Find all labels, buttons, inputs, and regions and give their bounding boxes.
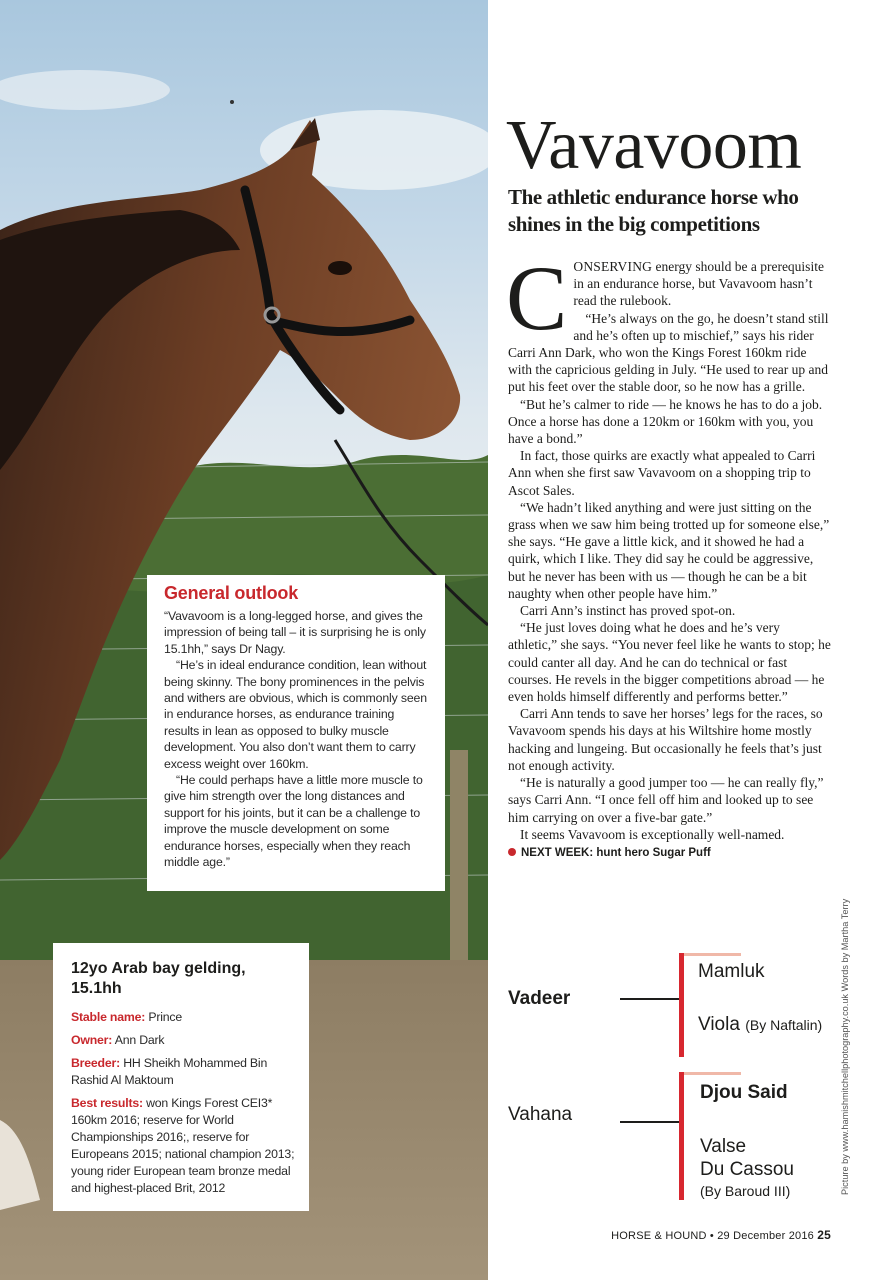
pedigree-bracket [679,1072,684,1200]
outlook-paragraph: “Vavavoom is a long-legged horse, and gives the impression of being tall – it is surprising he is only 15.1hh,” says Dr Nagy. [164,609,426,656]
pedigree-dam-sire: Djou Said [700,1082,788,1103]
pedigree-connector [620,1121,680,1123]
article-paragraph: Carri Ann tends to save her horses’ legs for the races, so Vavavoom spends his days at his Wiltshire home mostly hacking and lungeing. But occasionally he feels that’s just not enough activity. [508,706,823,773]
fact-owner: Owner: Ann Dark [71,1033,165,1047]
pedigree-sire: Vadeer [508,988,571,1009]
article-paragraph: “He just loves doing what he does and he’s very athletic,” she says. “You never feel like he wants to stop; he could canter all day. And he can do technical or fast courses. He revels in the bigger competitions abroad — he even holds himself differently and performs better.” [508,620,831,705]
drop-cap: C [506,247,568,349]
bullet-dot-icon [508,848,516,856]
horse-facts-box [53,943,309,1211]
outlook-heading: General outlook [164,583,299,603]
article-body [506,247,831,862]
article-paragraph: “He’s always on the go, he doesn’t stand still and he’s often up to mischief,” says his rider Carri Ann Dark, who won the Kings Forest 160km ride with the capricious gelding in July. “He used to rear up and put his feet over the stable door, so he now has a grille. [508,310,829,395]
pedigree-dam: Vahana [508,1104,573,1125]
article-paragraph: “He is naturally a good jumper too — he can really fly,” says Carri Ann. “I once fell off him and looked up to see him carrying on over a five-bar gate.” [508,775,824,825]
pedigree-dam-dam: Valse Du Cassou (By Baroud III) [700,1136,794,1199]
fact-best-results: Best results: won Kings Forest CEI3* 160km 2016; reserve for World Championships 2016;, reserve for Europeans 2015; national champion 2013; young rider European team bronze medal and highest-placed Brit, 2012 [71,1096,295,1195]
pedigree-accent [683,953,741,956]
outlook-paragraph: “He’s in ideal endurance condition, lean without being skinny. The bony prominences in the pelvis and withers are obvious, which is commonly seen in endurance horses, as endurance training results in lean as opposed to bulky muscle development. You also don’t want them to carry excess weight over 160km. [164,658,427,771]
outlook-paragraph: “He could perhaps have a little more muscle to give him strength over the long distances and support for his joints, but it can be a challenge to improve the muscle development on some endurance horses, especially when they reach middle age.” [164,773,423,870]
article-paragraph: “We hadn’t liked anything and were just sitting on the grass when we saw him being trotted up for someone else,” she says. “He gave a little kick, and it showed he had a quirk, which I like. They did say he could be aggressive, but he never has been with us — though he can be a bit naughty when other people have him.” [508,499,830,601]
article-title: Vavavoom [506,107,802,184]
fact-stable-name: Stable name: Prince [71,1010,183,1024]
facts-heading: 12yo Arab bay gelding, 15.1hh [71,960,246,997]
article-paragraph: Carri Ann’s instinct has proved spot-on. [520,603,736,619]
article-paragraph: It seems Vavavoom is exceptionally well-named. [520,826,785,842]
pedigree-sire-dam: Viola (By Naftalin) [698,1014,823,1035]
pedigree-sire-sire: Mamluk [698,961,765,982]
pedigree-bracket [679,953,684,1057]
article-subtitle: The athletic endurance horse who shines in the big competitions [508,185,799,236]
general-outlook-box [147,575,445,891]
fact-breeder: Breeder: HH Sheikh Mohammed Bin Rashid Al Maktoum [71,1056,268,1087]
article-paragraph: CONSERVING energy should be a prerequisite in an endurance horse, but Vavavoom hasn’t read the rulebook. [506,247,824,349]
pedigree-accent [683,1072,741,1075]
article-paragraph: In fact, those quirks are exactly what appealed to Carri Ann when she first saw Vavavoom on a shopping trip to Ascot Sales. [508,448,816,498]
article-paragraph: “But he’s calmer to ride — he knows he has to do a job. Once a horse has done a 120km or 160km with you, you have a bond.” [508,396,823,447]
page-folio: HORSE & HOUND • 29 December 2016 25 [611,1228,831,1242]
pedigree-connector [620,998,680,1000]
photo-credit: Picture by www.hamishmitchellphotography.co.uk Words by Martha Terry [840,898,850,1195]
next-week-teaser: NEXT WEEK: hunt hero Sugar Puff [508,845,831,862]
